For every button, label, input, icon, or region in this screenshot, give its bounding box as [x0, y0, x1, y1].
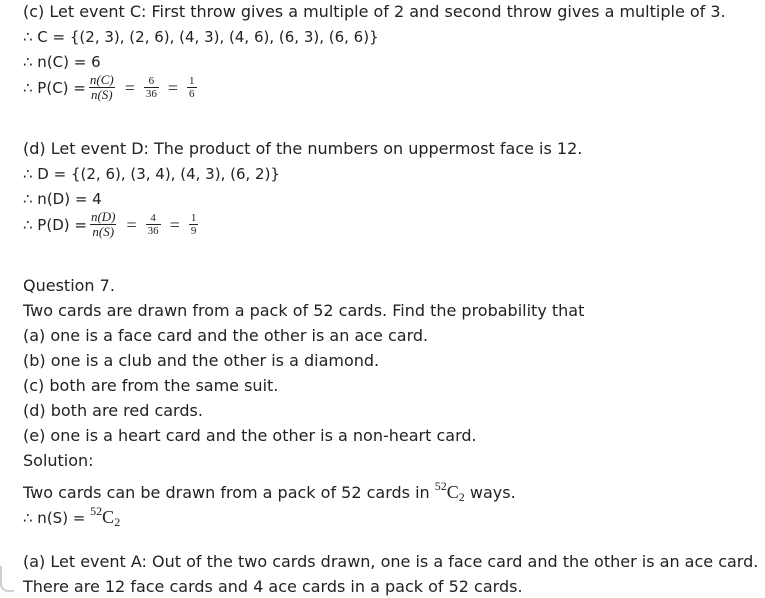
part-d-heading: (d) Let event D: The product of the numbers on uppermost face is 12.: [23, 139, 583, 158]
fraction-denominator: n(S): [92, 224, 115, 239]
question-part-a: (a) one is a face card and the other is an ace card.: [23, 326, 429, 345]
part-c-prob-label: ∴ P(C) =: [23, 78, 86, 97]
part-d-probability: [23, 210, 200, 239]
fraction-1-9: [189, 212, 199, 237]
question-part-b: (b) one is a club and the other is a diamond.: [23, 351, 380, 370]
part-d-prob-label: ∴ P(D) =: [23, 215, 87, 234]
fraction-numerator: n(C): [89, 72, 114, 87]
comb-subscript: 2: [114, 515, 121, 529]
equals-sign: =: [167, 77, 179, 98]
fraction-denominator: 36: [147, 225, 159, 237]
solution-label: Solution:: [23, 451, 94, 470]
ns-label: ∴ n(S) =: [23, 509, 86, 527]
fraction-denominator: 9: [190, 225, 197, 237]
fraction-numerator: 4: [150, 212, 156, 224]
question-stem: Two cards are drawn from a pack of 52 cards. Find the probability that: [23, 301, 585, 320]
ns-line: [23, 501, 120, 532]
equals-sign: =: [124, 77, 135, 98]
fraction-numerator: 1: [190, 212, 197, 224]
fraction-1-6: [187, 75, 197, 100]
fraction-numerator: 6: [148, 75, 155, 87]
page-edge-mark: [0, 566, 14, 592]
part-c-probability: [23, 73, 199, 102]
ways-suffix: ways.: [469, 483, 516, 502]
combination-52-c-2: [434, 479, 465, 504]
part-c-heading: (c) Let event C: First throw gives a multiple of 2 and second throw gives a multiple of 3.: [23, 2, 726, 21]
counts-line: There are 12 face cards and 4 ace cards in a pack of 52 cards.: [23, 577, 523, 596]
equals-sign: =: [126, 214, 137, 235]
fraction-nd-ns: [89, 210, 118, 239]
fraction-nc-ns: [88, 73, 116, 102]
fraction-denominator: n(S): [90, 87, 113, 102]
comb-base: C: [446, 482, 459, 502]
part-c-count: ∴ n(C) = 6: [23, 53, 101, 71]
fraction-numerator: n(D): [90, 209, 116, 224]
question-part-c: (c) both are from the same suit.: [23, 376, 279, 395]
equals-sign: =: [169, 214, 180, 235]
fraction-4-36: [146, 212, 161, 237]
comb-superscript: 52: [90, 504, 103, 518]
fraction-denominator: 36: [145, 88, 157, 100]
fraction-numerator: 1: [189, 75, 195, 87]
fraction-6-36: [144, 75, 159, 100]
part-d-count: ∴ n(D) = 4: [23, 190, 102, 208]
question-part-d: (d) both are red cards.: [23, 401, 203, 420]
fraction-denominator: 6: [189, 88, 195, 100]
part-c-set: ∴ C = {(2, 3), (2, 6), (4, 3), (4, 6), (6, 3), (6, 6)}: [23, 28, 379, 46]
comb-superscript: 52: [434, 479, 447, 493]
comb-base: C: [102, 507, 115, 527]
event-a-line: (a) Let event A: Out of the two cards drawn, one is a face card and the other is an ace card.: [23, 552, 759, 571]
combination-52-c-2: [90, 504, 121, 529]
question-title: Question 7.: [23, 276, 115, 295]
comb-subscript: 2: [458, 490, 465, 504]
question-part-e: (e) one is a heart card and the other is a non-heart card.: [23, 426, 477, 445]
ways-text: Two cards can be drawn from a pack of 52 cards in: [23, 483, 430, 502]
part-d-set: ∴ D = {(2, 6), (3, 4), (4, 3), (6, 2)}: [23, 165, 280, 183]
